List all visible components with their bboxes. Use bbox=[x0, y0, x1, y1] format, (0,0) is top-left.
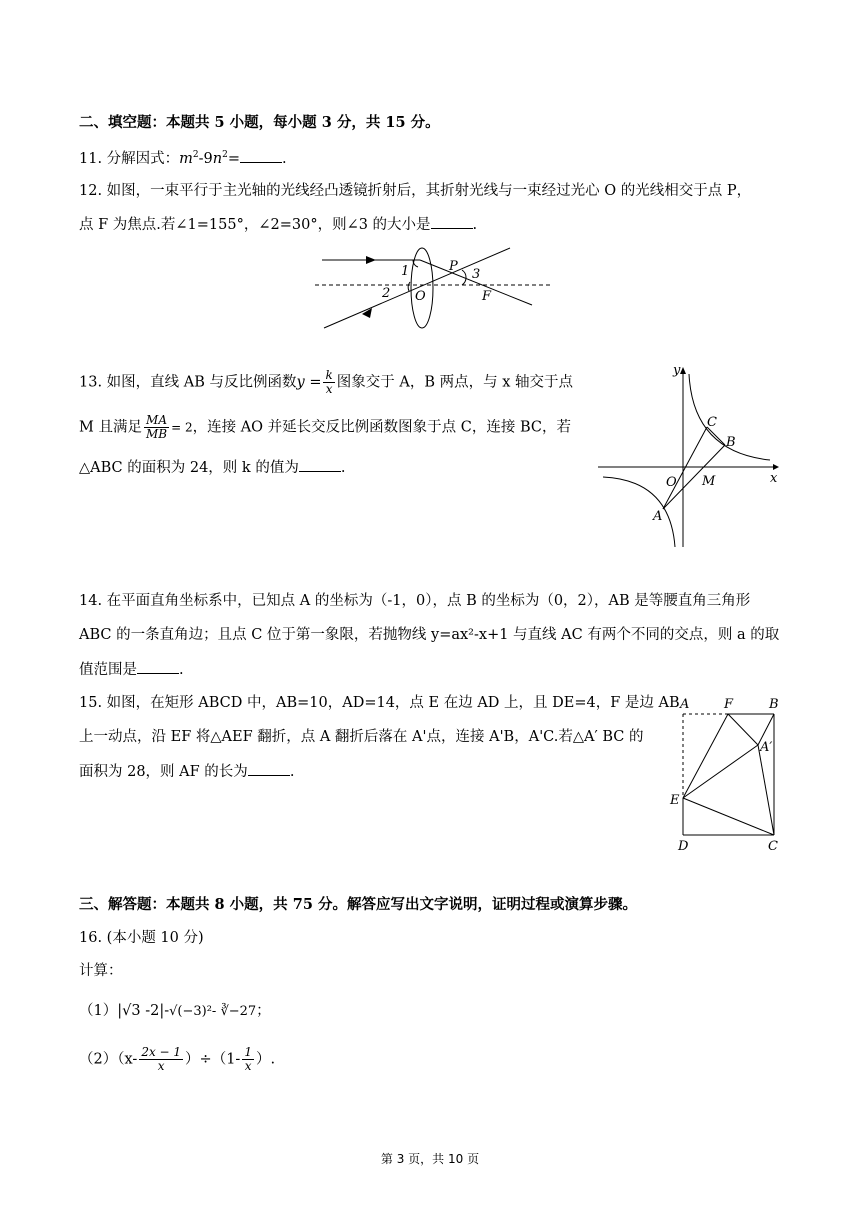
answer-blank bbox=[299, 457, 341, 472]
segment-EA2 bbox=[683, 745, 758, 798]
q16-p2-c: ）. bbox=[255, 1051, 276, 1068]
frac-numerator: 1 bbox=[244, 1045, 252, 1059]
frac-denominator: x bbox=[244, 1059, 252, 1073]
label-O: O bbox=[666, 475, 677, 490]
q12-line2 bbox=[79, 214, 477, 235]
answer-blank bbox=[248, 761, 290, 776]
q16-p2-a: （x- bbox=[117, 1051, 138, 1068]
rectangle-fold-figure bbox=[668, 692, 788, 857]
frac-numerator: 2x − 1 bbox=[141, 1045, 182, 1059]
q16-p1-sqrt: √(−3)² bbox=[169, 1004, 212, 1019]
q13-yeq: y = bbox=[296, 374, 322, 391]
q14-end: . bbox=[179, 662, 184, 678]
q15-line2: 上一动点，沿 EF 将△AEF 翻折，点 A 翻折后落在 A'点，连接 A'B，A'C.若△A′ BC 的 bbox=[79, 729, 644, 745]
angle-2-arc bbox=[408, 282, 410, 291]
label-C: C bbox=[707, 415, 717, 430]
q16-p2-fraction2 bbox=[242, 1046, 254, 1073]
q11-exp1: 2 bbox=[192, 150, 199, 160]
label-B: B bbox=[769, 697, 779, 712]
q13-line2 bbox=[79, 414, 571, 441]
label-A-prime: A′ bbox=[760, 740, 773, 755]
q11-m: m bbox=[179, 150, 193, 167]
q11-end: . bbox=[282, 150, 287, 167]
label-2: 2 bbox=[382, 286, 391, 301]
q16-p1-end: ； bbox=[256, 1003, 271, 1019]
q15-line1: 15. 如图，在矩形 ABCD 中，AB=10，AD=14，点 E 在边 AD 上，且 DE=4，F 是边 AB bbox=[79, 695, 680, 711]
q16-p1-cbrt: - ∛−27 bbox=[211, 1004, 257, 1019]
q14-line2: ABC 的一条直角边；且点 C 位于第一象限，若抛物线 y=ax²-x+1 与直线 AC 有两个不同的交点，则 a 的取 bbox=[79, 627, 780, 643]
q16-part1 bbox=[79, 1001, 271, 1022]
q11-suffix: = bbox=[227, 150, 241, 167]
q13-line2a: M 且满足 bbox=[79, 419, 142, 436]
line-AC bbox=[663, 427, 707, 509]
label-D: D bbox=[678, 839, 689, 854]
frac-numerator: k bbox=[325, 368, 333, 382]
frac-denominator: x bbox=[157, 1059, 165, 1073]
q16-p1-label: （1） bbox=[79, 1003, 118, 1019]
q16-part2 bbox=[79, 1046, 275, 1073]
q13-line1a: 13. 如图，直线 AB 与反比例函数 bbox=[79, 374, 297, 391]
q13-line1b: 图象交于 A，B 两点，与 x 轴交于点 bbox=[336, 374, 573, 391]
q16-p2-fraction bbox=[139, 1046, 183, 1073]
q16-p2-b: ）÷（1- bbox=[185, 1051, 241, 1068]
q13-end: . bbox=[340, 460, 346, 476]
label-C: C bbox=[768, 839, 778, 854]
segment-FA2 bbox=[728, 714, 758, 745]
answer-blank bbox=[240, 148, 282, 163]
q11-mid: -9 bbox=[198, 150, 213, 167]
label-A: A bbox=[653, 509, 663, 524]
lens-figure bbox=[310, 240, 560, 335]
label-F: F bbox=[482, 289, 492, 304]
segment-A2C bbox=[758, 745, 774, 835]
arrow-icon bbox=[773, 464, 779, 470]
q15-line3 bbox=[79, 761, 294, 782]
label-F: F bbox=[724, 697, 734, 712]
question-11 bbox=[79, 145, 287, 169]
hyperbola-branch-2 bbox=[603, 477, 675, 547]
label-B: B bbox=[726, 435, 736, 450]
section-2-heading: 二、填空题：本题共 5 小题，每小题 3 分，共 15 分。 bbox=[79, 114, 440, 131]
q12-end: . bbox=[472, 217, 478, 233]
q14-line1: 14. 在平面直角坐标系中，已知点 A 的坐标为（-1，0），点 B 的坐标为（0，2），AB 是等腰直角三角形 bbox=[79, 593, 751, 609]
label-O: O bbox=[415, 289, 426, 304]
q13-fraction bbox=[323, 369, 334, 396]
label-P: P bbox=[449, 259, 458, 274]
frac-denominator: x bbox=[325, 382, 333, 396]
arrow-icon bbox=[680, 367, 686, 374]
label-E: E bbox=[670, 793, 680, 808]
q13-ratio-value: = 2 bbox=[171, 420, 193, 435]
q16-p1-a: |√3 -2|- bbox=[117, 1003, 170, 1019]
q15-end: . bbox=[289, 764, 295, 780]
q13-line1 bbox=[79, 369, 573, 396]
q16-p2-label: （2） bbox=[79, 1051, 118, 1068]
q11-n: n bbox=[212, 150, 223, 167]
q13-line3-text: △ABC 的面积为 24，则 k 的值为 bbox=[79, 460, 299, 476]
q11-exp2: 2 bbox=[222, 150, 228, 160]
q14-line3-text: 值范围是 bbox=[79, 662, 137, 678]
q16-intro: 计算： bbox=[79, 963, 123, 979]
q13-ratio bbox=[144, 414, 169, 441]
fold-line-EF bbox=[683, 714, 728, 798]
label-x: x bbox=[770, 471, 778, 486]
q16-title: 16. (本小题 10 分) bbox=[79, 930, 204, 946]
q12-line2-text: 点 F 为焦点.若∠1=155°，∠2=30°，则∠3 的大小是 bbox=[79, 217, 431, 233]
segment-EC bbox=[683, 798, 774, 835]
label-1: 1 bbox=[401, 264, 410, 279]
q11-prefix: 11. 分解因式： bbox=[79, 150, 180, 167]
q12-line1: 12. 如图，一束平行于主光轴的光线经凸透镜折射后，其折射光线与一束经过光心 O 的光线相交于点 P， bbox=[79, 183, 752, 199]
hyperbola-figure bbox=[598, 362, 783, 550]
arrow-icon bbox=[366, 256, 376, 264]
answer-blank bbox=[137, 659, 179, 674]
label-y: y bbox=[673, 363, 681, 378]
q13-line3 bbox=[79, 457, 345, 478]
label-A: A bbox=[680, 697, 690, 712]
label-3: 3 bbox=[472, 267, 481, 282]
q14-line3 bbox=[79, 659, 184, 680]
label-M: M bbox=[702, 474, 716, 489]
section-3-heading: 三、解答题：本题共 8 小题，共 75 分。解答应写出文字说明，证明过程或演算步骤。 bbox=[79, 896, 637, 913]
ratio-denominator: MB bbox=[145, 427, 168, 441]
answer-blank bbox=[431, 214, 473, 229]
q13-line2b: ，连接 AO 并延长交反比例函数图象于点 C，连接 BC，若 bbox=[192, 419, 572, 436]
q15-line3-text: 面积为 28，则 AF 的长为 bbox=[79, 764, 248, 780]
ratio-numerator: MA bbox=[144, 414, 169, 428]
page-footer: 第 3 页，共 10 页 bbox=[380, 1152, 480, 1166]
